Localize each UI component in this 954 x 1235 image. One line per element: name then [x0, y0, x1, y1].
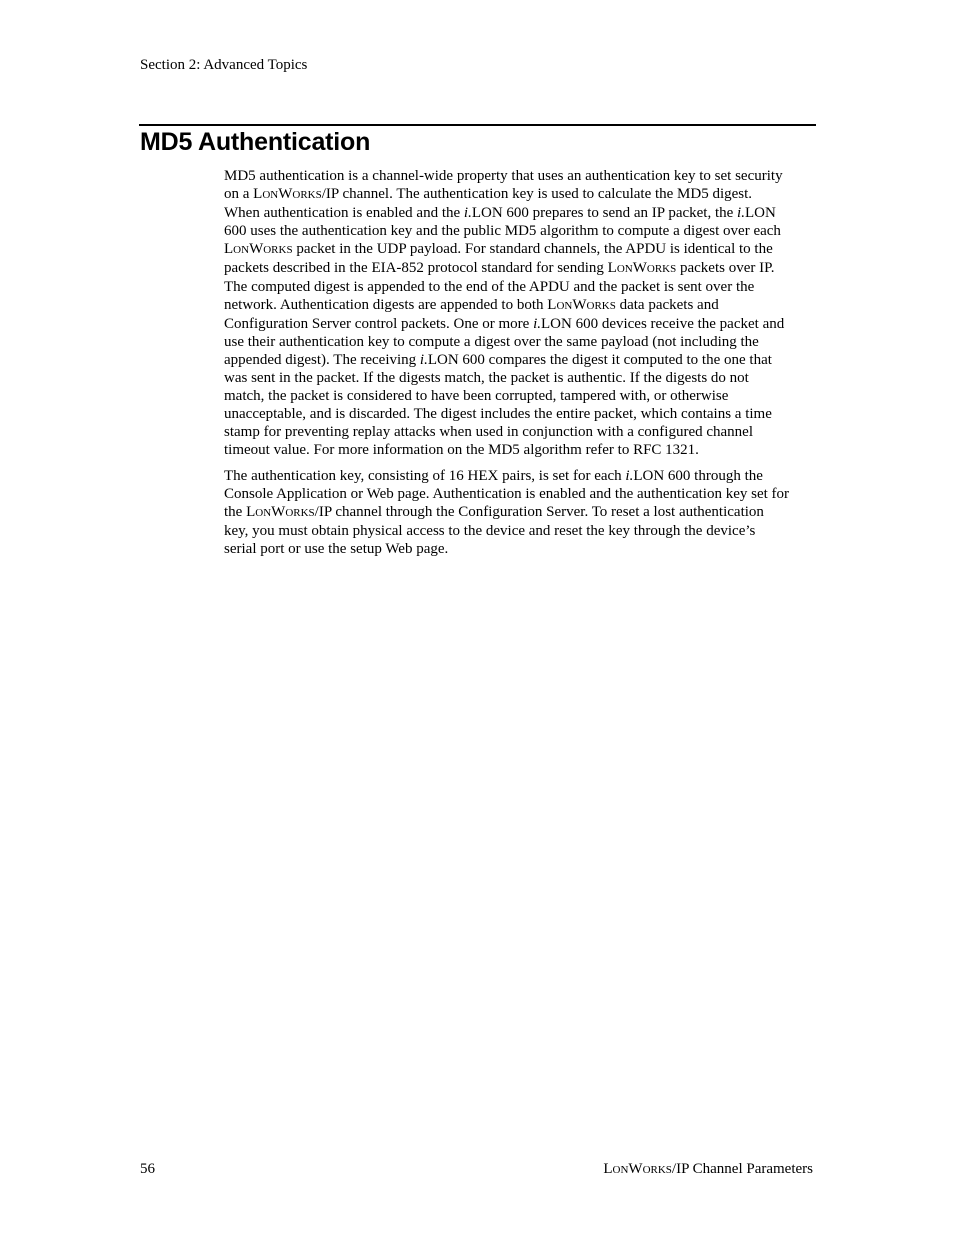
small-caps-text: LONWORKS — [603, 1161, 672, 1177]
small-caps-text: LONWORKS — [224, 241, 293, 257]
italic-text: i. — [625, 468, 634, 484]
page-number: 56 — [140, 1161, 155, 1177]
body-text — [224, 167, 790, 566]
paragraph: MD5 authentication is a channel-wide property that uses an authentication key to set security on a LONWORKS/IP channel. The authentication key is used to calculate the MD5 digest. When authentication is enabled and the i.LON 600 prepares to send an IP packet, the i.LON 600 uses the authentication key and the public MD5 algorithm to compute a digest over each LONWORKS packet in the UDP payload. For standard channels, the APDU is identical to the packets described in the EIA-852 protocol standard for sending LONWORKS packets over IP. The computed digest is appended to the end of the APDU and the packet is sent over the network. Authentication digests are appended to both LONWORKS data packets and Configuration Server control packets. One or more i.LON 600 devices receive the packet and use their authentication key to compute a digest over the same payload (not including the appended digest). The receiving i.LON 600 compares the digest it computed to the one that was sent in the packet. If the digests match, the packet is authentic. If the digests do not match, the packet is considered to have been corrupted, tampered with, or otherwise unacceptable, and is discarded. The digest includes the entire packet, which contains a time stamp for preventing replay attacks when used in conjunction with a configured channel timeout value. For more information on the MD5 algorithm refer to RFC 1321. — [224, 168, 785, 458]
italic-text: i. — [463, 205, 472, 221]
running-header: Section 2: Advanced Topics — [140, 57, 308, 73]
page-title: MD5 Authentication — [140, 128, 371, 156]
paragraph: The authentication key, consisting of 16 HEX pairs, is set for each i.LON 600 through the Console Application or Web page. Authentication is enabled and the authentication key set for the LONWORKS/IP channel through the Configuration Server. To reset a lost authentication key, you must obtain physical access to the device and reset the key through the device’s serial port or use the setup Web page. — [224, 468, 790, 557]
small-caps-text: LONWORKS — [547, 297, 616, 313]
running-footer: LONWORKS/IP Channel Parameters — [603, 1161, 813, 1177]
italic-text: i. — [419, 352, 428, 368]
small-caps-text: LONWORKS — [253, 186, 322, 202]
small-caps-text: LONWORKS — [246, 504, 315, 520]
small-caps-text: LONWORKS — [607, 260, 677, 276]
italic-text: i. — [533, 316, 541, 332]
italic-text: i. — [737, 205, 745, 221]
